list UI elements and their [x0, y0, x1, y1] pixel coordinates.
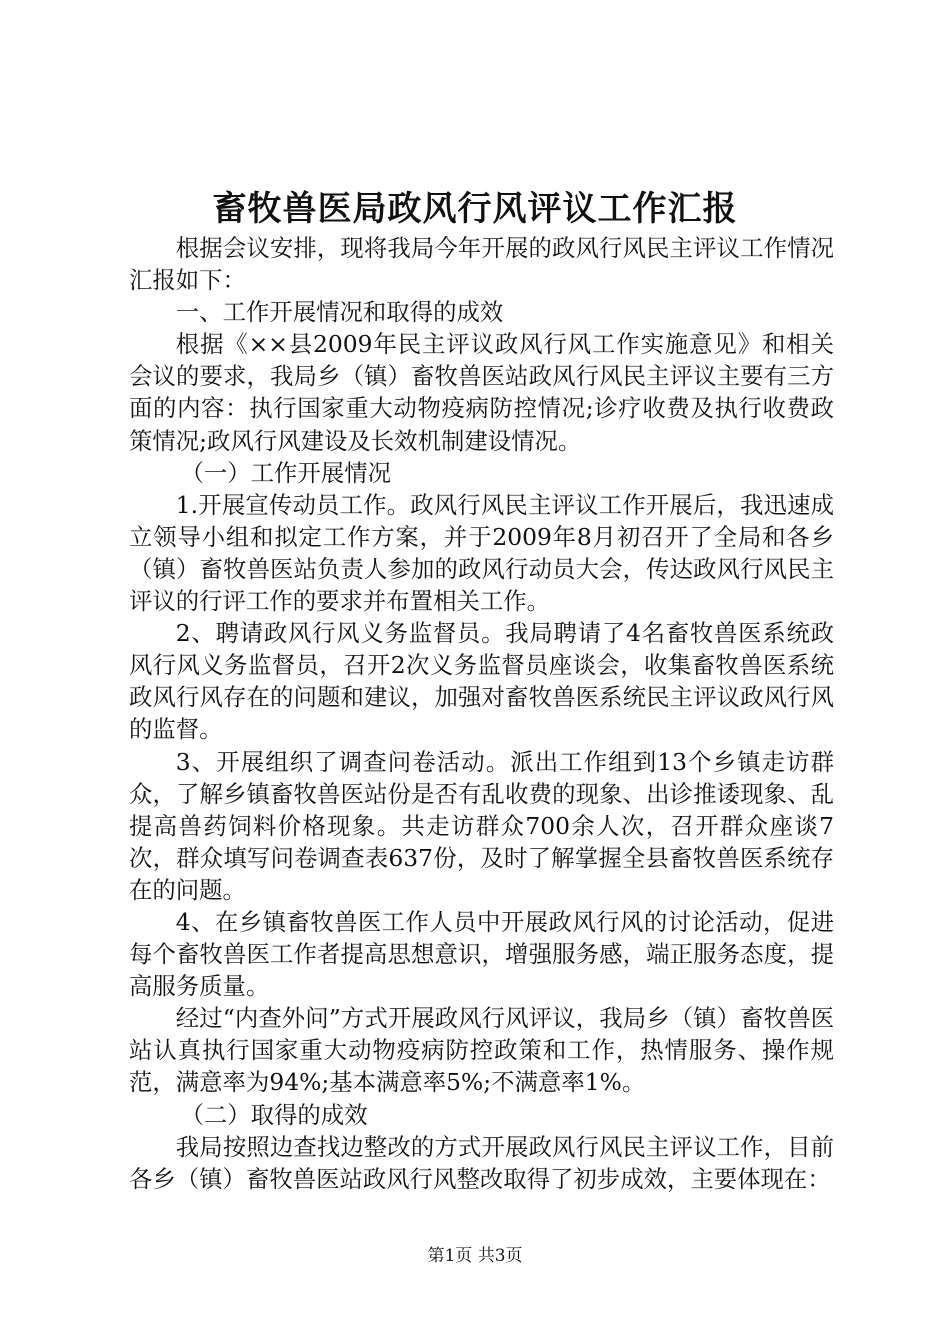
- page-footer: 第1页 共3页: [427, 1246, 523, 1266]
- paragraph-achievements: 我局按照边查找边整改的方式开展政风行风民主评议工作，目前各乡（镇）畜牧兽医站政风行风整改取得了初步成效，主要体现在：: [129, 1132, 834, 1193]
- subsection-heading-2: （二）取得的成效: [180, 1100, 368, 1129]
- paragraph-results-rate: 经过“内查外问”方式开展政风行风评议，我局乡（镇）畜牧兽医站认真执行国家重大动物疫病防控政策和工作，热情服务、操作规范，满意率为94%;基本满意率5%;不满意率1%。: [129, 1004, 834, 1097]
- intro-paragraph: 根据会议安排，现将我局今年开展的政风行风民主评议工作情况汇报如下：: [129, 234, 834, 295]
- paragraph-item-2: 2、聘请政风行风义务监督员。我局聘请了4名畜牧兽医系统政风行风义务监督员，召开2次义务监督员座谈会，收集畜牧兽医系统政风行风存在的问题和建议，加强对畜牧兽医系统民主评议政风行风的监督。: [129, 619, 834, 744]
- document-body: [129, 232, 834, 1195]
- subsection-heading-1: （一）工作开展情况: [180, 458, 391, 487]
- paragraph-item-3: 3、开展组织了调查问卷活动。派出工作组到13个乡镇走访群众，了解乡镇畜牧兽医站份是否有乱收费的现象、出诊推诿现象、乱提高兽药饲料价格现象。共走访群众700余人次，召开群众座谈7次，群众填写问卷调查表637份，及时了解掌握全县畜牧兽医系统存在的问题。: [129, 747, 834, 904]
- paragraph-basis: 根据《××县2009年民主评议政风行风工作实施意见》和相关会议的要求，我局乡（镇）畜牧兽医站政风行风民主评议主要有三方面的内容：执行国家重大动物疫病防控情况;诊疗收费及执行收费政策情况;政风行风建设及长效机制建设情况。: [129, 330, 834, 455]
- document-title: 畜牧兽医局政风行风评议工作汇报: [212, 189, 738, 229]
- section-heading-1: 一、工作开展情况和取得的成效: [175, 298, 504, 327]
- paragraph-item-1: 1.开展宣传动员工作。政风行风民主评议工作开展后，我迅速成立领导小组和拟定工作方案，并于2009年8月初召开了全局和各乡（镇）畜牧兽医站负责人参加的政风行动员大会，传达政风行风民主评议的行评工作的要求并布置相关工作。: [129, 490, 834, 616]
- paragraph-item-4: 4、在乡镇畜牧兽医工作人员中开展政风行风的讨论活动，促进每个畜牧兽医工作者提高思想意识，增强服务感，端正服务态度，提高服务质量。: [129, 907, 834, 1001]
